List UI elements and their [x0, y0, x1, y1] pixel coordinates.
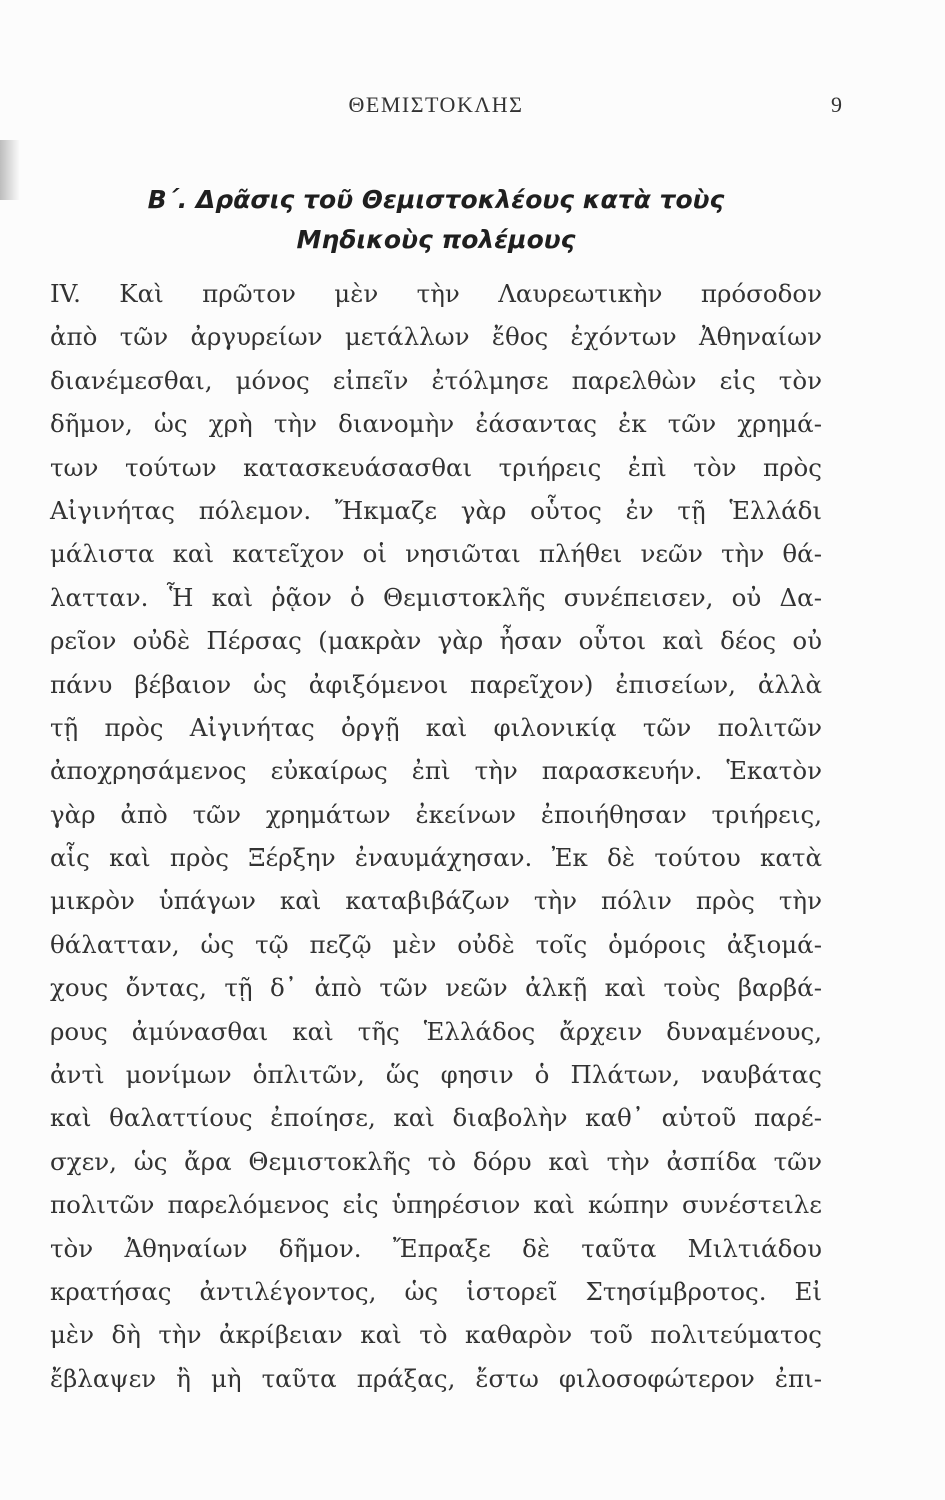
text-line: καὶ θαλαττίους ἐποίησε, καὶ διαβολὴν καθ᾽ αὑτοῦ παρέ-	[50, 1103, 822, 1133]
text-line: IV. Καὶ πρῶτον μὲν τὴν Λαυρεωτικὴν πρόσοδον	[50, 279, 822, 308]
text-line: γὰρ ἀπὸ τῶν χρημάτων ἐκείνων ἐποιήθησαν τριήρεις,	[50, 799, 822, 829]
text-line: κρατήσας ἀντιλέγοντος, ὡς ἱστορεῖ Στησίμβροτος. Εἰ	[50, 1276, 822, 1306]
text-line: ἀπὸ τῶν ἀργυρείων μετάλλων ἔθος ἐχόντων Ἀθηναίων	[50, 322, 822, 352]
text-line: ρους ἀμύνασθαι καὶ τῆς Ἑλλάδος ἄρχειν δυναμένους,	[50, 1016, 822, 1046]
section-heading-line-1: Β΄. Δρᾶσις τοῦ Θεμιστοκλέους κατὰ τοὺς	[147, 185, 725, 214]
text-line: δῆμον, ὡς χρὴ τὴν διανομὴν ἐάσαντας ἐκ τῶν χρημά-	[50, 409, 822, 439]
text-line: μικρὸν ὑπάγων καὶ καταβιβάζων τὴν πόλιν πρὸς τὴν	[50, 886, 822, 916]
text-line: ρεῖον οὐδὲ Πέρσας (μακρὰν γὰρ ἦσαν οὗτοι καὶ δέος οὐ	[50, 626, 822, 656]
text-line: ἀποχρησάμενος εὐκαίρως ἐπὶ τὴν παρασκευήν. Ἑκατὸν	[50, 756, 822, 786]
section-heading	[50, 180, 822, 260]
section-heading-line-2: Μηδικοὺς πολέμους	[296, 225, 576, 254]
text-line: θάλατταν, ὡς τῷ πεζῷ μὲν οὐδὲ τοῖς ὁμόροις ἀξιομά-	[50, 929, 822, 959]
running-header	[50, 92, 842, 122]
text-line: ἔβλαψεν ἢ μὴ ταῦτα πράξας, ἔστω φιλοσοφώτερον ἐπι-	[50, 1363, 822, 1393]
text-line: αἷς καὶ πρὸς Ξέρξην ἐναυμάχησαν. Ἐκ δὲ τούτου κατὰ	[50, 843, 822, 873]
text-line: των τούτων κατασκευάσασθαι τριήρεις ἐπὶ τὸν πρὸς	[50, 452, 822, 482]
text-line: σχεν, ὡς ἄρα Θεμιστοκλῆς τὸ δόρυ καὶ τὴν ἀσπίδα τῶν	[50, 1146, 822, 1176]
text-line: τὸν Ἀθηναίων δῆμον. Ἔπραξε δὲ ταῦτα Μιλτιάδου	[50, 1233, 822, 1263]
text-line: μάλιστα καὶ κατεῖχον οἱ νησιῶται πλήθει νεῶν τὴν θά-	[50, 539, 822, 569]
text-line: Αἰγινήτας πόλεμον. Ἤκμαζε γὰρ οὗτος ἐν τῇ Ἑλλάδι	[50, 495, 822, 525]
text-line: πολιτῶν παρελόμενος εἰς ὑπηρέσιον καὶ κώπην συνέστειλε	[50, 1190, 822, 1220]
text-line: μὲν δὴ τὴν ἀκρίβειαν καὶ τὸ καθαρὸν τοῦ πολιτεύματος	[50, 1320, 822, 1350]
running-title: ΘΕΜΙΣΤΟΚΛΗΣ	[348, 92, 524, 117]
body-text	[50, 272, 822, 1400]
text-line: λατταν. Ἧ καὶ ῥᾷον ὁ Θεμιστοκλῆς συνέπεισεν, οὐ Δα-	[50, 582, 822, 612]
text-line: χους ὄντας, τῇ δ᾽ ἀπὸ τῶν νεῶν ἀλκῇ καὶ τοὺς βαρβά-	[50, 973, 822, 1003]
page-number: 9	[831, 92, 842, 117]
text-line: τῇ πρὸς Αἰγινήτας ὀργῇ καὶ φιλονικίᾳ τῶν πολιτῶν	[50, 712, 822, 742]
text-line: διανέμεσθαι, μόνος εἰπεῖν ἐτόλμησε παρελθὼν εἰς τὸν	[50, 365, 822, 395]
text-line: πάνυ βέβαιον ὡς ἀφιξόμενοι παρεῖχον) ἐπισείων, ἀλλὰ	[50, 669, 822, 699]
text-line: ἀντὶ μονίμων ὁπλιτῶν, ὥς φησιν ὁ Πλάτων, ναυβάτας	[50, 1060, 822, 1090]
page-edge-shadow	[0, 140, 20, 200]
